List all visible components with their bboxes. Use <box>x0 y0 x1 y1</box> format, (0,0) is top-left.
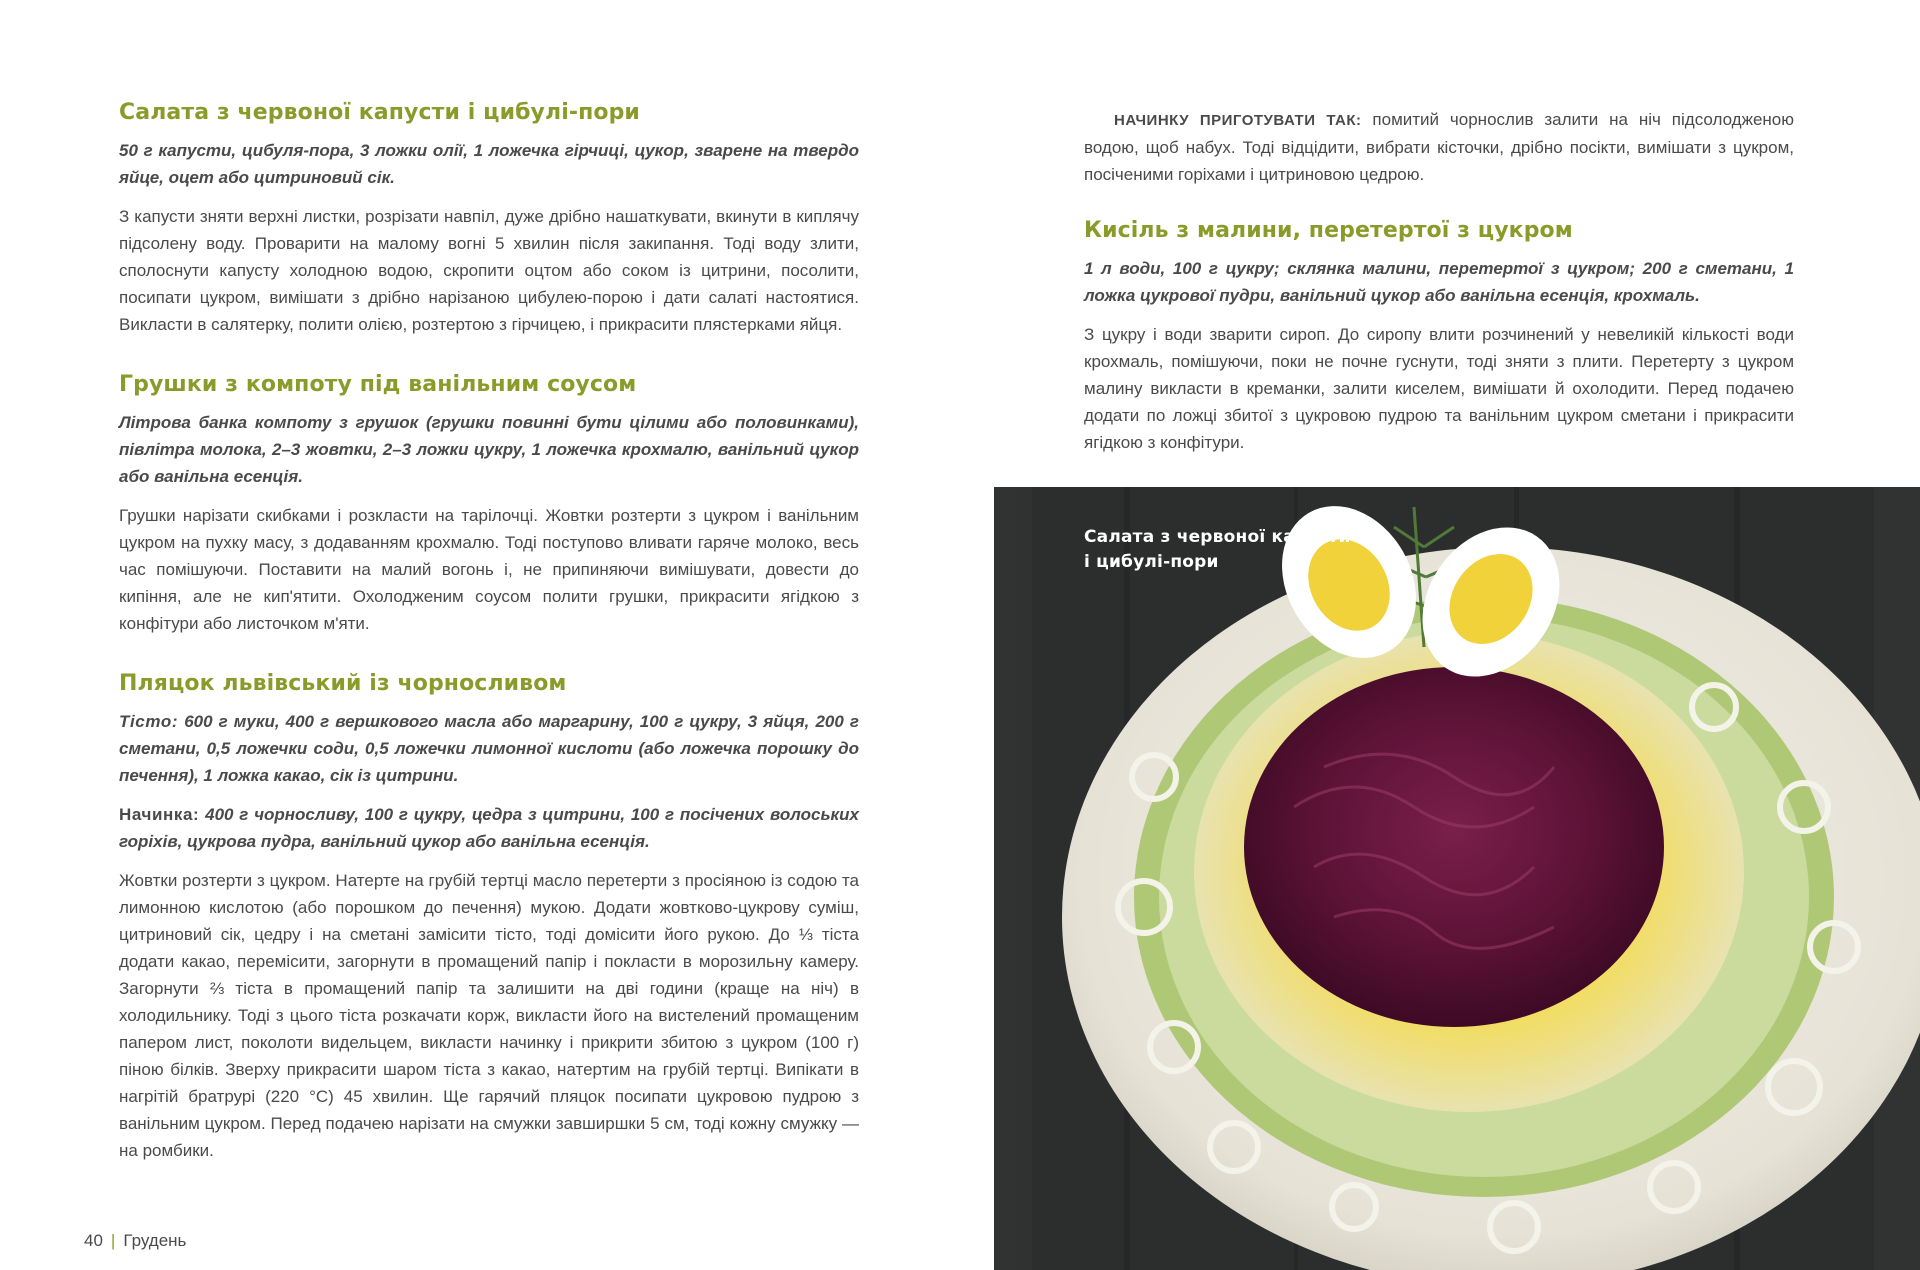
salad-photo <box>994 487 1920 1270</box>
recipe-method: З цукру і води зварити сироп. До сиропу влити розчинений у невеликій кількості води крохмаль, помішуючи, поки не почне гуснути, тоді зняти з плити. Перетерту з цукром малину викласти в креманки, залити киселем, вимішати й охолодити. Перед подачею додати по ложці збитої з цукровою пудрою та ванільним цукром сметани і прикрасити ягідкою з конфітури. <box>1084 325 1794 452</box>
dough-text: 600 г муки, 400 г вершкового масла або маргарину, 100 г цукру, 3 яйця, 200 г сметани, 0,5 ложечки соди, 0,5 ложечки лимонної кислоти (або ложечка порошку до печення), 1 ложка какао, сік із цитрини. <box>119 712 859 785</box>
recipe-red-cabbage-salad <box>119 100 859 338</box>
recipe-method: Жовтки розтерти з цукром. Натерте на грубій тертці масло перетерти з просіяною із содою та лимонною кислотою (або порошком до печення) мукою. Додати жовтково-цукрову суміш, цитриновий сік, цедру і на сметані замісити тісто, тоді домісити його рукою. До ⅓ тіста додати какао, перемісити, загорнути в промащений папір і покласти в морозильну камеру. Загорнути ⅔ тіста в промащений папір та залишити на дві години (краще на ніч) в холодильнику. Тоді з цього тіста розкачати корж, викласти його на вистелений промащеним папером лист, поколоти видельцем, викласти начинку і прикрити збитою з цукром (100 г) піною білків. Зверху прикрасити шаром тіста з какао, натертим на грубій тертці. Випікати в нагрітій братрурі (220 °С) 45 хвилин. Ще гарячий пляцок посипати цукровою пудрою з ванільним цукром. Перед подачею нарізати на смужки завширшки 5 см, тоді кожну смужку — на ромбики. <box>119 871 859 1160</box>
recipe-method: Грушки нарізати скибками і розкласти на тарілочці. Жовтки розтерти з цукром і ванільним цукром на пухку масу, з додаванням крохмалю. Тоді поступово вливати гаряче молоко, весь час помішуючи. Поставити на малий вогонь і, не припиняючи вимішувати, довести до кипіння, але не кип'ятити. Охолодженим соусом полити грушки, прикрасити ягідкою з конфітури або листочком м'яти. <box>119 506 859 633</box>
footer-separator: | <box>110 1231 116 1250</box>
photo-caption <box>1084 525 1351 575</box>
recipe-title: Салата з червоної капусти і цибулі-пори <box>119 100 640 125</box>
red-cabbage <box>1244 667 1664 1027</box>
recipe-ingredients: Літрова банка компоту з грушок (грушки повинні бути цілими або половинками), півлітра молока, 2–3 жовтки, 2–3 ложки цукру, 1 ложечка крохмалю, ванільний цукор або ванільна есенція. <box>119 413 859 486</box>
filling-note-body: помитий чорнослив залити на ніч підсолодженою водою, щоб набух. Тоді відцідити, вибрати кісточки, дрібно посікти, вимішати з цукром, посіченими горіхами і цитриновою цедрою. <box>1084 110 1794 184</box>
recipe-dough-ingredients <box>119 708 859 789</box>
recipe-method: З капусти зняти верхні листки, розрізати навпіл, дуже дрібно нашаткувати, вкинути в киплячу підсолену воду. Проварити на малому вогні 5 хвилин після закипання. Тоді воду злити, сполоснути капусту холодною водою, скропити оцтом або соком із цитрини, посолити, посипати цукром, вимішати з дрібно нарізаною цибулею-порою і дати салаті настоятися. Викласти в салятерку, полити олією, розтертою з гірчицею, і прикрасити плястерками яйця. <box>119 207 859 334</box>
salad-plate-illustration <box>994 487 1920 1270</box>
dough-label: Тісто: <box>119 712 179 731</box>
section-name: Грудень <box>123 1231 187 1250</box>
filling-note <box>1084 106 1794 188</box>
recipe-ingredients: 1 л води, 100 г цукру; склянка малини, перетертої з цукром; 200 г сметани, 1 ложка цукрової пудри, ванільний цукор або ванільна есенція, крохмаль. <box>1084 259 1794 305</box>
caption-line-2: і цибулі-пори <box>1084 552 1219 572</box>
page-footer <box>84 1231 186 1251</box>
recipe-title: Пляцок львівський із чорносливом <box>119 671 567 696</box>
filling-text: 400 г чорносливу, 100 г цукру, цедра з цитрини, 100 г посічених волоських горіхів, цукрова пудра, ванільний цукор або ванільна есенція. <box>119 805 859 851</box>
caption-line-1: Салата з червоної капусти <box>1084 527 1351 547</box>
page-number: 40 <box>84 1231 103 1250</box>
recipe-raspberry-kissel <box>1084 218 1794 456</box>
recipe-filling-ingredients <box>119 801 859 855</box>
recipe-lviv-cake-prunes <box>119 671 859 1164</box>
filling-note-text <box>1084 106 1794 188</box>
right-column <box>1084 106 1794 490</box>
recipe-pears-vanilla-sauce <box>119 372 859 637</box>
left-column <box>119 100 859 1198</box>
filling-note-label: НАЧИНКУ ПРИГОТУВАТИ ТАК: <box>1114 112 1362 129</box>
filling-label: Начинка: <box>119 805 200 824</box>
recipe-title: Кисіль з малини, перетертої з цукром <box>1084 218 1573 243</box>
recipe-title: Грушки з компоту під ванільним соусом <box>119 372 637 397</box>
recipe-ingredients: 50 г капусти, цибуля-пора, 3 ложки олії, 1 ложечка гірчиці, цукор, зварене на твердо яйце, оцет або цитриновий сік. <box>119 141 859 187</box>
